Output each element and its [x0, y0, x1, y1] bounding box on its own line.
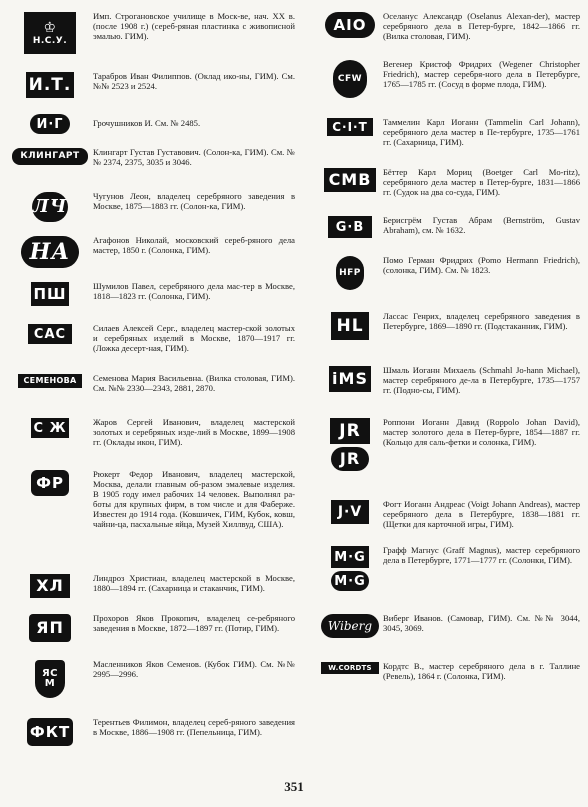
entry-wiberg — [320, 614, 580, 638]
hallmark-lch: ЛЧ — [32, 192, 68, 222]
double-eagle-icon: ♔ — [43, 19, 57, 36]
entry-hl — [320, 312, 580, 340]
hallmark-hfp: HFP — [336, 256, 364, 290]
page-number: 351 — [284, 779, 304, 794]
hallmark-cmb: CMB — [324, 168, 376, 192]
entry-jv — [320, 500, 580, 530]
entry-text: Бёттер Карл Мориц (Boetger Carl Mo-ritz), серебряного дела мастер в Петер-бурге, 1831—1866 гг. (Судок на два со-суда, ГИМ). — [383, 167, 580, 197]
hallmark-hl: HL — [331, 312, 369, 340]
hallmark-cfw: CFW — [333, 60, 367, 98]
entry-text: Силаев Алексей Серг., владелец мастер-ской золотых и серебряных изделий в Москве, 1870—1917 гг. (Ложка десерт-ная, ГИМ). — [93, 323, 295, 353]
entry-nsu — [10, 12, 295, 54]
hallmark-khl: ХЛ — [30, 574, 70, 598]
hallmark-jr-1: JR — [330, 418, 370, 444]
hallmark-yasm: ЯС М — [35, 660, 65, 698]
entry-yasm — [10, 660, 295, 698]
hallmark-mg-1: M·G — [331, 546, 369, 568]
entry-semenova — [10, 374, 295, 394]
entry-text: Оселанус Александр (Oselanus Alexan-der), мастер серебряного дела в Петер-бурге, 1842—1866 гг. (Вилка столовая, ГИМ). — [383, 11, 580, 41]
entry-klingart — [10, 148, 295, 168]
hallmark-na: НА — [21, 236, 79, 268]
hallmark-klingart: КЛИНГАРТ — [12, 148, 88, 165]
hallmark-jr-2: JR — [331, 447, 369, 471]
entry-text: Шмаль Иоганн Михаель (Schmahl Jo-hann Michael), мастер серебряного де-ла в Петербурге, 1735—1757 гг. (Подно-сы, ГИМ). — [383, 365, 580, 395]
entry-cit — [320, 118, 580, 148]
entry-aio — [320, 12, 580, 42]
entry-text: Чугунов Леон, владелец серебряного заведения в Москве, 1875—1883 гг. (Солон-ка, ГИМ). — [93, 191, 295, 211]
entry-khl — [10, 574, 295, 598]
entry-text: Роппони Иоганн Давид (Roppolo Johan David), мастер золотого дела в Петер-бурге, 1854—1887 гг. (Кольцо для саль-фетки и солонка, ГИМ). — [383, 417, 580, 447]
entry-mg — [320, 546, 580, 591]
entry-cfw — [320, 60, 580, 98]
hallmark-nsu: ♔ Н.С.У. — [24, 12, 76, 54]
entry-wcordts — [320, 662, 580, 682]
entry-text: Лассас Генрих, владелец серебряного заведения в Петербурге, 1869—1890 гг. (Подстаканник, ГИМ). — [383, 311, 580, 331]
hallmark-yap: ЯП — [29, 614, 71, 642]
hallmark-fkt: ФКТ — [27, 718, 73, 746]
entry-text: Клингарт Густав Густавович. (Солон-ка, ГИМ). См. №№ 2374, 2375, 3035 и 3046. — [93, 147, 295, 167]
entry-fkt — [10, 718, 295, 746]
hallmark-mg-2: M·G — [331, 571, 369, 591]
hallmark-ig: И·Г — [30, 114, 70, 134]
entry-jr — [320, 418, 580, 471]
entry-sas — [10, 324, 295, 354]
entry-fr — [10, 470, 295, 529]
entry-text: Жаров Сергей Иванович, владелец мастерской золотых и серебряных изде-лий в Москве, 1899—1908 гг. (Оклады икон, ГИМ). — [93, 417, 295, 447]
entry-text: Масленников Яков Семенов. (Кубок ГИМ). См. №№ 2995—2996. — [93, 659, 295, 679]
hallmark-sas: САС — [28, 324, 72, 344]
entry-text: Агафонов Николай, московский сереб-ряного дела мастер, 1850 г. (Солонка, ГИМ). — [93, 235, 295, 255]
entry-text: Фогт Иоганн Андреас (Voigt Johann Andreas), мастер серебряного дела в Петербурге, 1838—1881 гг. (Щетки для карточной игры, ГИМ). — [383, 499, 580, 529]
entry-text: Берисгрём Густав Абрам (Bernström, Gustav Abraham), см. № 1632. — [383, 215, 580, 235]
hallmark-fr: ФР — [31, 470, 69, 496]
entry-text: Тарабров Иван Филиппов. (Оклад ико-ны, ГИМ). См. №№ 2523 и 2524. — [93, 71, 295, 91]
entry-ig — [10, 114, 295, 134]
hallmark-jv: J·V — [331, 500, 369, 524]
entry-text: Линдроз Христиан, владелец мастерской в Москве, 1880—1894 гг. (Сахарница и стаканчик, ГИМ). — [93, 573, 295, 593]
entry-cmb — [320, 168, 580, 198]
entry-text: Таммелин Карл Иоганн (Tammelin Carl Johann), серебряного дела мастер в Пе-тербурге, 1735—1761 гг. (Сахарница, ГИМ). — [383, 117, 580, 147]
entry-text: Рюкерт Федор Иванович, владелец мастерской, Москва, делали главным об-разом эмалевые изделия. В 1905 году имел рабочих 14 человек. Выполнял ра-боты для крупных фирм, в том числе и для Фаберже. Известен до 1914 года. (Ковшичек, ГИМ, Кубок, ковш, чайни-ца, пасхальные яйца, Музей Хиллвуд, США). — [93, 469, 295, 529]
entry-text: Имп. Строгановское училище в Моск-ве, нач. XX в. (после 1908 г.) (сереб-ряная пластинка с живописной эмалью. ГИМ). — [93, 11, 295, 41]
hallmark-ims: iMS — [329, 366, 371, 392]
entry-lch — [10, 192, 295, 222]
entry-it — [10, 72, 295, 98]
entry-yap — [10, 614, 295, 642]
entry-text: Шумилов Павел, серебряного дела мас-тер в Москве, 1818—1823 гг. (Солонка, ГИМ). — [93, 281, 295, 301]
hallmark-aio: AIO — [325, 12, 375, 38]
entry-text: Семенова Мария Васильевна. (Вилка столовая, ГИМ). См. №№ 2330—2343, 2881, 2870. — [93, 373, 295, 393]
entry-text: Прохоров Яков Прокопич, владелец се-ребряного заведения в Москве, 1872—1897 гг. (Потир, ГИМ). — [93, 613, 295, 633]
entry-szh — [10, 418, 295, 448]
entry-text: Вегенер Кристоф Фридрих (Wegener Christopher Friedrich), мастер серебря-ного дела в Петербурге, 1765—1785 гг. (Сосуд в форме плода, ГИМ). — [383, 59, 580, 89]
entry-na — [10, 236, 295, 268]
entry-hfp — [320, 256, 580, 290]
entry-text: Графф Магнус (Graff Magnus), мастер серебряного дела в Петербурге, 1771—1777 гг. (Солонки, ГИМ). — [383, 545, 580, 565]
entry-ims — [320, 366, 580, 396]
entry-psh — [10, 282, 295, 306]
hallmark-wcordts: W.CORDTS — [321, 662, 379, 674]
entry-gb — [320, 216, 580, 238]
hallmark-gb: G·B — [328, 216, 372, 238]
hallmark-wiberg: Wiberg — [321, 614, 379, 638]
hallmark-it: И.Т. — [26, 72, 74, 98]
entry-text: Виберг Иванов. (Самовар, ГИМ). См. №№ 3044, 3045, 3069. — [383, 613, 580, 633]
hallmark-psh: ПШ — [31, 282, 69, 306]
hallmark-semenova: СЕМЕНОВА — [18, 374, 82, 388]
hallmark-cit: C·I·T — [327, 118, 373, 136]
entry-text: Кордтс В., мастер серебряного дела в г. Таллине (Ревель), 1864 г. (Солонка, ГИМ). — [383, 661, 580, 681]
entry-text: Помо Герман Фридрих (Pomo Hermann Friedrich), (солонка, ГИМ). См. № 1823. — [383, 255, 580, 275]
entry-text: Грочушников И. См. № 2485. — [93, 118, 201, 128]
entry-text: Терентьев Филимон, владелец сереб-ряного заведения в Москве, 1886—1908 гг. (Пепельница, ГИМ). — [93, 717, 295, 737]
hallmark-szh: С Ж — [31, 418, 69, 438]
